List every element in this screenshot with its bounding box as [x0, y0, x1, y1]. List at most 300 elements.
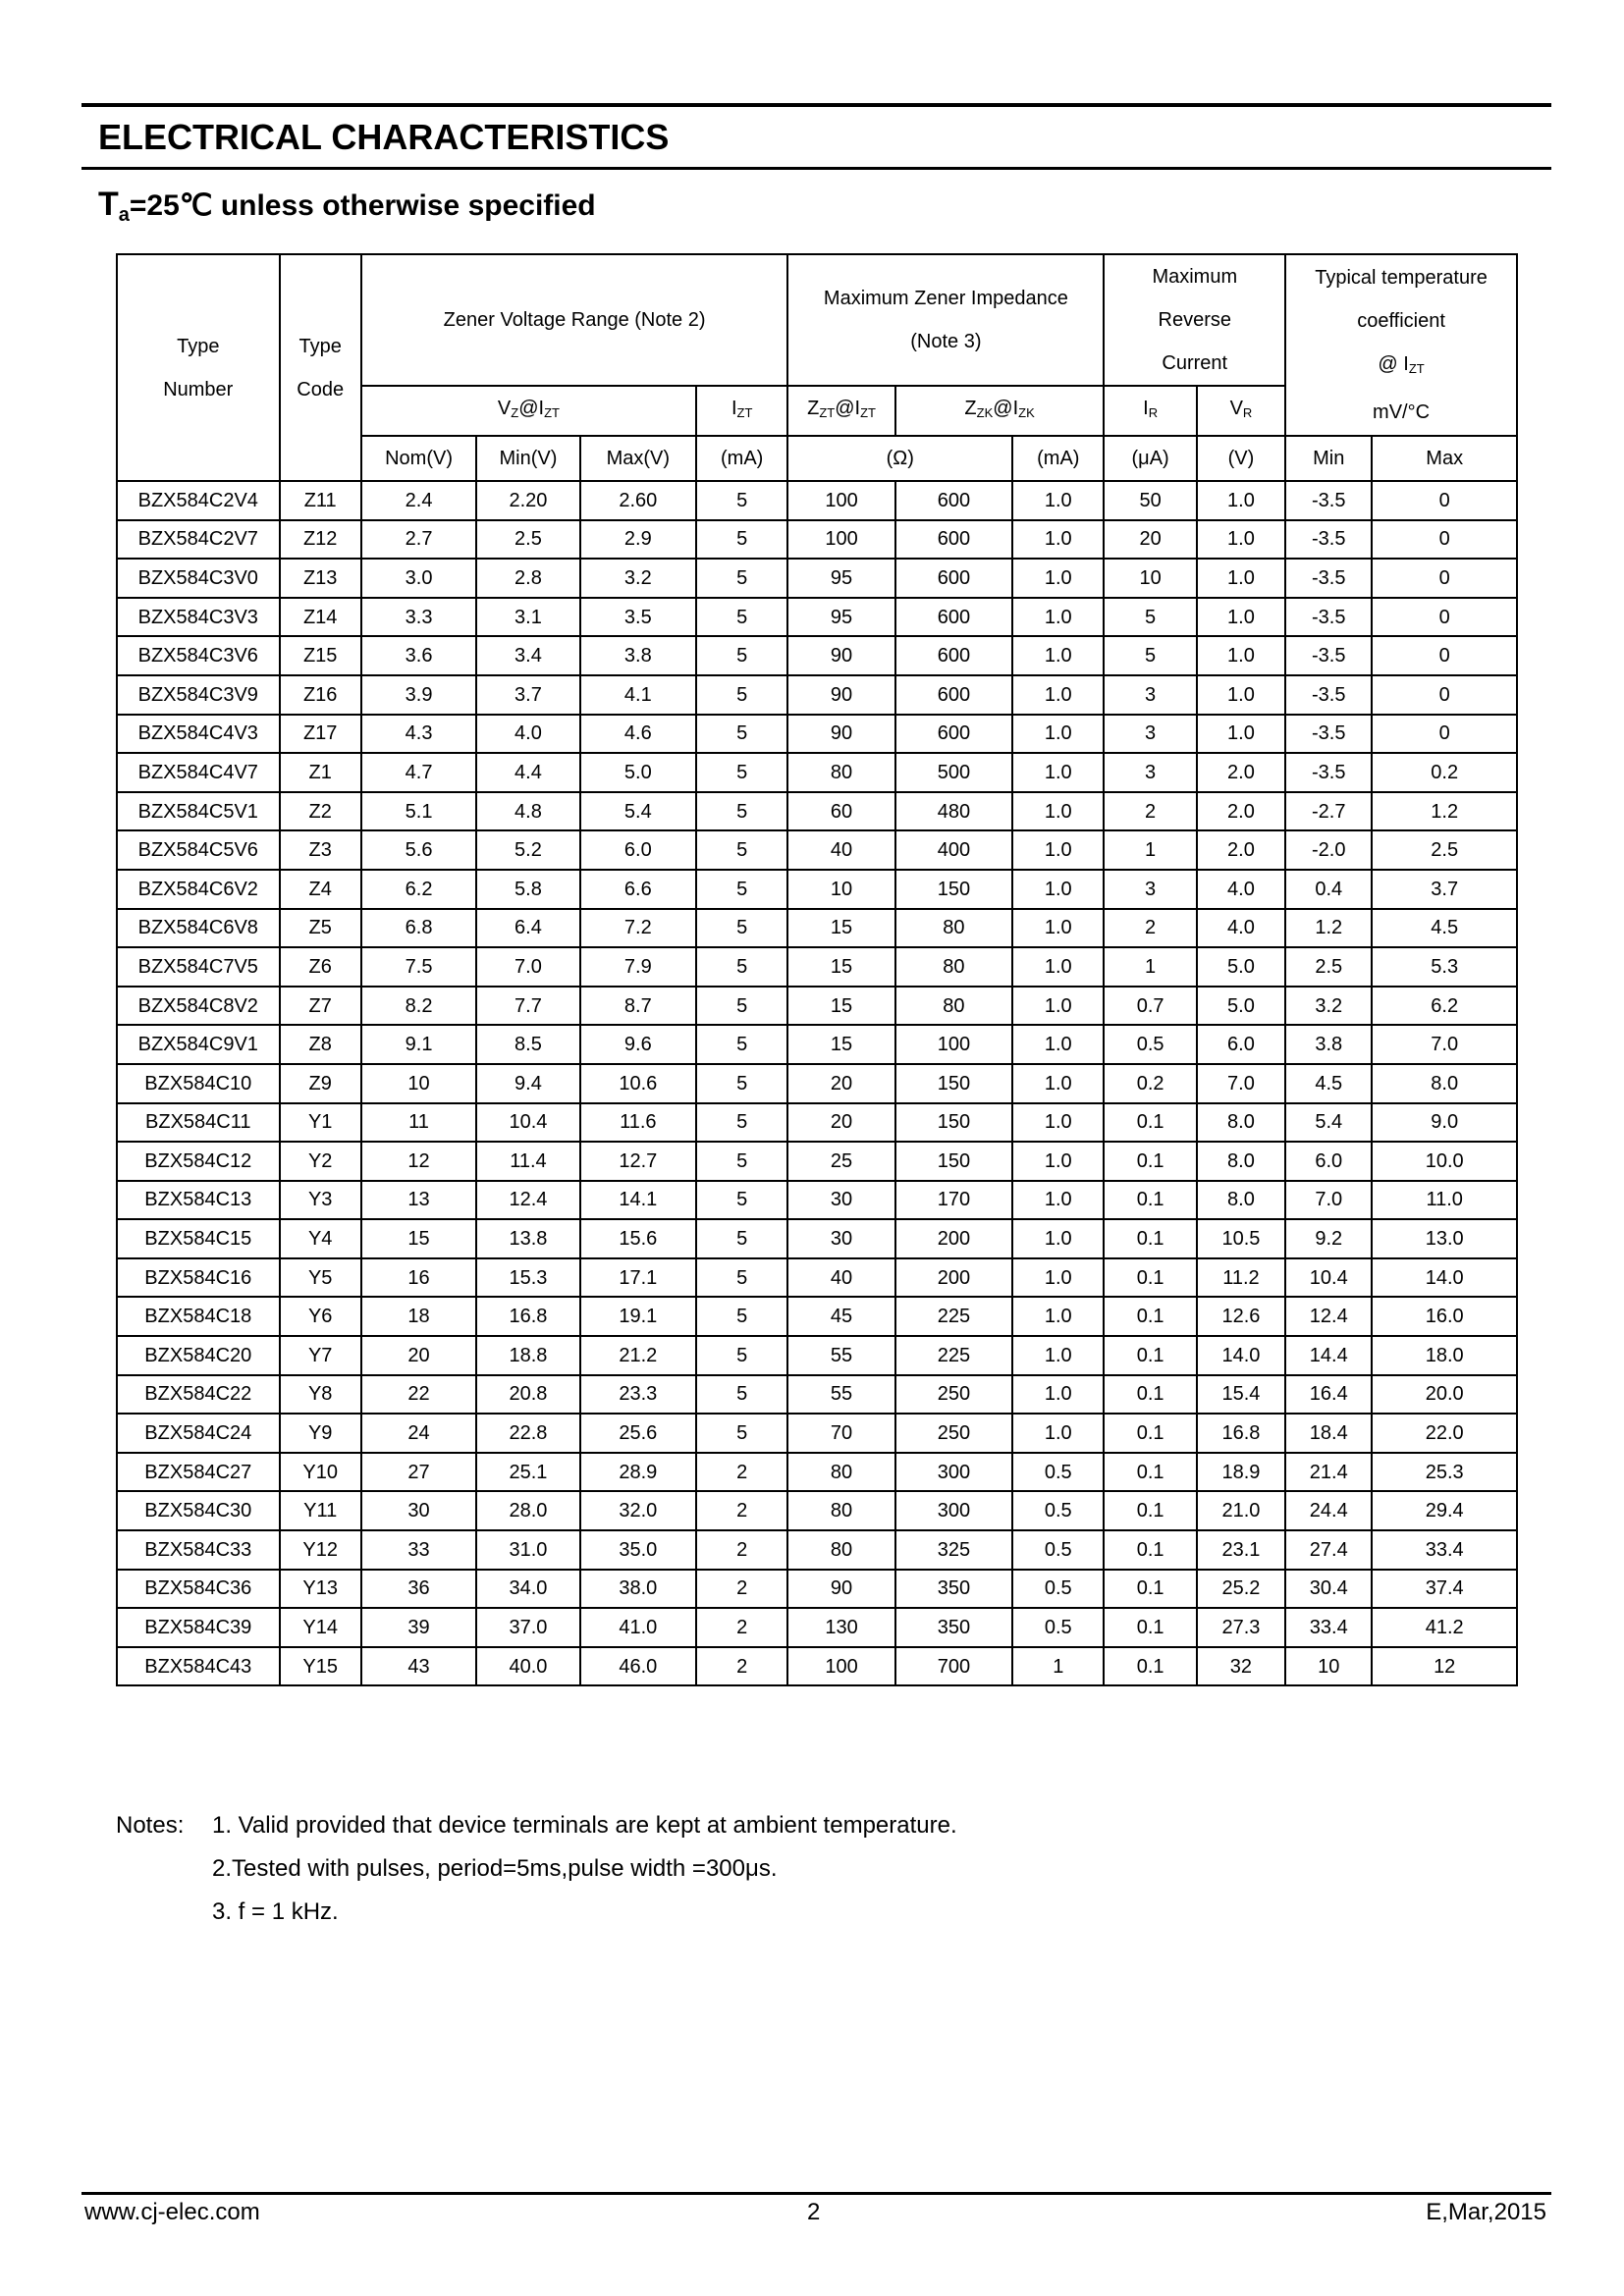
table-cell: 4.1: [580, 675, 696, 715]
table-cell: 43: [361, 1647, 476, 1686]
table-cell: 2.20: [476, 481, 579, 520]
table-row: [117, 1103, 1517, 1143]
table-cell: 5: [696, 675, 787, 715]
header-zzk-at-izk: $Z_{ZK}@I_{ZK}$: [895, 386, 1105, 436]
table-cell: 0: [1372, 559, 1517, 598]
table-cell: 0.5: [1012, 1530, 1104, 1570]
table-cell: 27: [361, 1453, 476, 1492]
table-cell: Z12: [280, 520, 361, 560]
table-row: [117, 1219, 1517, 1258]
table-cell: 2: [696, 1647, 787, 1686]
table-cell: 16.0: [1372, 1297, 1517, 1336]
table-cell: 5: [696, 1219, 787, 1258]
header-temp-coeff-line2: coefficient: [1357, 310, 1445, 332]
table-cell: 3.1: [476, 598, 579, 637]
table-cell: 12.6: [1197, 1297, 1285, 1336]
table-cell: 3.2: [580, 559, 696, 598]
table-cell: 95: [787, 559, 894, 598]
table-cell: 8.0: [1197, 1181, 1285, 1220]
table-cell: 5: [696, 870, 787, 909]
table-cell: 4.6: [580, 715, 696, 754]
table-cell: 5.8: [476, 870, 579, 909]
table-cell: 5.2: [476, 830, 579, 870]
table-cell: 13: [361, 1181, 476, 1220]
table-cell: 0: [1372, 520, 1517, 560]
table-cell: 0: [1372, 481, 1517, 520]
table-cell: 33.4: [1285, 1608, 1372, 1647]
table-cell: 3.7: [476, 675, 579, 715]
table-cell: 13.0: [1372, 1219, 1517, 1258]
table-cell: 6.2: [361, 870, 476, 909]
table-cell: 100: [787, 520, 894, 560]
table-cell: 37.4: [1372, 1570, 1517, 1609]
table-cell: 28.0: [476, 1491, 579, 1530]
table-cell: 0.1: [1104, 1103, 1196, 1143]
table-cell: 0: [1372, 598, 1517, 637]
table-cell: 2: [696, 1608, 787, 1647]
table-cell: 90: [787, 715, 894, 754]
table-cell: 7.0: [476, 947, 579, 987]
table-cell: Y13: [280, 1570, 361, 1609]
table-cell: 5: [1104, 598, 1196, 637]
table-cell: 5.0: [580, 753, 696, 792]
table-cell: 9.1: [361, 1025, 476, 1064]
table-cell: 46.0: [580, 1647, 696, 1686]
table-cell: 5.4: [1285, 1103, 1372, 1143]
table-cell: 12: [1372, 1647, 1517, 1686]
table-cell: 325: [895, 1530, 1012, 1570]
unit-nom-v: Nom(V): [361, 436, 476, 481]
test-condition: [98, 183, 596, 237]
table-cell: 1.0: [1012, 481, 1104, 520]
header-type-number-line1: Type: [177, 335, 220, 357]
table-cell: 1.0: [1197, 598, 1285, 637]
table-cell: Y5: [280, 1258, 361, 1298]
table-cell: 130: [787, 1608, 894, 1647]
table-cell: 1.0: [1012, 1336, 1104, 1375]
table-row: [117, 1414, 1517, 1453]
table-cell: 7.5: [361, 947, 476, 987]
header-ir: $I_R$: [1104, 386, 1196, 436]
table-cell: 1.0: [1012, 909, 1104, 948]
table-cell: 200: [895, 1219, 1012, 1258]
table-cell: 1.0: [1197, 715, 1285, 754]
table-cell: 3.2: [1285, 987, 1372, 1026]
table-cell: 1.0: [1197, 675, 1285, 715]
table-cell: 15: [787, 947, 894, 987]
table-cell: 14.0: [1372, 1258, 1517, 1298]
table-cell: 80: [895, 987, 1012, 1026]
table-cell: 11.6: [580, 1103, 696, 1143]
table-cell: 1.0: [1012, 559, 1104, 598]
table-cell: 10.6: [580, 1064, 696, 1103]
table-cell: 6.0: [1285, 1142, 1372, 1181]
table-cell: 100: [895, 1025, 1012, 1064]
table-cell: 40.0: [476, 1647, 579, 1686]
table-cell: 0.1: [1104, 1647, 1196, 1686]
table-cell: 0.2: [1372, 753, 1517, 792]
table-cell: 5: [696, 830, 787, 870]
table-cell: Y14: [280, 1608, 361, 1647]
table-cell: 5: [696, 559, 787, 598]
table-cell: 80: [787, 1530, 894, 1570]
table-cell: 5.1: [361, 792, 476, 831]
table-cell: 5: [696, 598, 787, 637]
table-cell: -3.5: [1285, 675, 1372, 715]
table-row: [117, 1064, 1517, 1103]
table-cell: 1.0: [1012, 598, 1104, 637]
table-cell: Z5: [280, 909, 361, 948]
table-cell: 3: [1104, 715, 1196, 754]
header-vr: $V_R$: [1197, 386, 1285, 436]
top-rule: [81, 103, 1551, 107]
table-cell: 7.2: [580, 909, 696, 948]
table-cell: 27.3: [1197, 1608, 1285, 1647]
table-cell: 80: [895, 909, 1012, 948]
table-cell: 15.3: [476, 1258, 579, 1298]
table-cell: 18.8: [476, 1336, 579, 1375]
table-cell: 480: [895, 792, 1012, 831]
table-cell: 1: [1104, 947, 1196, 987]
table-cell: 300: [895, 1453, 1012, 1492]
table-cell: 2: [696, 1453, 787, 1492]
table-cell: 28.9: [580, 1453, 696, 1492]
table-cell: 7.0: [1197, 1064, 1285, 1103]
table-cell: 2.60: [580, 481, 696, 520]
table-cell: 25: [787, 1142, 894, 1181]
table-cell: 5: [696, 947, 787, 987]
condition-subscript: a: [118, 204, 130, 226]
table-cell: 14.0: [1197, 1336, 1285, 1375]
table-cell: 11.4: [476, 1142, 579, 1181]
table-cell: BZX584C7V5: [117, 947, 280, 987]
table-cell: 5.4: [580, 792, 696, 831]
table-cell: 2.8: [476, 559, 579, 598]
table-cell: Y3: [280, 1181, 361, 1220]
table-cell: 1.0: [1012, 1181, 1104, 1220]
table-cell: -3.5: [1285, 753, 1372, 792]
table-cell: 23.3: [580, 1375, 696, 1415]
table-cell: Z17: [280, 715, 361, 754]
table-cell: 5: [696, 1375, 787, 1415]
table-row: [117, 715, 1517, 754]
table-cell: 20: [1104, 520, 1196, 560]
table-cell: Y2: [280, 1142, 361, 1181]
unit-ir-ua: (μA): [1104, 436, 1196, 481]
table-cell: Z2: [280, 792, 361, 831]
table-cell: 1.0: [1012, 1103, 1104, 1143]
table-cell: Y12: [280, 1530, 361, 1570]
table-cell: Z8: [280, 1025, 361, 1064]
table-cell: 5: [696, 1103, 787, 1143]
table-cell: 24: [361, 1414, 476, 1453]
table-cell: 225: [895, 1336, 1012, 1375]
table-cell: 20.8: [476, 1375, 579, 1415]
header-max-reverse-line2: Reverse: [1158, 309, 1232, 331]
table-cell: 10.4: [1285, 1258, 1372, 1298]
table-cell: 3.5: [580, 598, 696, 637]
table-cell: 0.5: [1012, 1570, 1104, 1609]
electrical-characteristics-table: [116, 253, 1518, 1686]
table-cell: 3.8: [1285, 1025, 1372, 1064]
header-temp-coefficient: [1285, 254, 1517, 436]
table-cell: 37.0: [476, 1608, 579, 1647]
table-cell: Y4: [280, 1219, 361, 1258]
table-row: [117, 1181, 1517, 1220]
table-cell: 5: [696, 1336, 787, 1375]
unit-coeff-min: Min: [1285, 436, 1372, 481]
table-cell: 200: [895, 1258, 1012, 1298]
table-cell: -3.5: [1285, 481, 1372, 520]
table-cell: Y7: [280, 1336, 361, 1375]
table-cell: 8.0: [1372, 1064, 1517, 1103]
table-cell: Z1: [280, 753, 361, 792]
table-cell: BZX584C24: [117, 1414, 280, 1453]
table-cell: 30: [787, 1219, 894, 1258]
note-row-1: [116, 1804, 957, 1847]
table-cell: 31.0: [476, 1530, 579, 1570]
header-type-number: [117, 254, 280, 481]
unit-izt-ma: (mA): [696, 436, 787, 481]
table-cell: 1.0: [1012, 753, 1104, 792]
table-cell: 700: [895, 1647, 1012, 1686]
table-cell: 5: [696, 1181, 787, 1220]
table-cell: 150: [895, 870, 1012, 909]
table-cell: 10: [1285, 1647, 1372, 1686]
header-type-code-line1: Type: [298, 335, 342, 357]
table-cell: 80: [787, 1453, 894, 1492]
table-cell: 12: [361, 1142, 476, 1181]
table-cell: -3.5: [1285, 520, 1372, 560]
table-cell: 5.0: [1197, 987, 1285, 1026]
table-cell: 15: [361, 1219, 476, 1258]
table-cell: BZX584C6V8: [117, 909, 280, 948]
table-cell: BZX584C3V9: [117, 675, 280, 715]
table-cell: 70: [787, 1414, 894, 1453]
table-cell: BZX584C43: [117, 1647, 280, 1686]
table-cell: BZX584C9V1: [117, 1025, 280, 1064]
table-cell: 7.0: [1372, 1025, 1517, 1064]
table-cell: 350: [895, 1608, 1012, 1647]
table-cell: 16.8: [1197, 1414, 1285, 1453]
table-cell: 20: [787, 1103, 894, 1143]
table-cell: 0.1: [1104, 1336, 1196, 1375]
table-cell: 5: [696, 715, 787, 754]
table-cell: 9.6: [580, 1025, 696, 1064]
table-cell: 1.0: [1012, 636, 1104, 675]
table-cell: 1.0: [1197, 559, 1285, 598]
table-cell: 11: [361, 1103, 476, 1143]
header-max-reverse-line1: Maximum: [1152, 266, 1238, 288]
table-cell: BZX584C3V6: [117, 636, 280, 675]
table-row: [117, 753, 1517, 792]
table-cell: Z13: [280, 559, 361, 598]
table-row: [117, 675, 1517, 715]
table-cell: 1.0: [1012, 1142, 1104, 1181]
table-cell: 170: [895, 1181, 1012, 1220]
table-cell: 25.6: [580, 1414, 696, 1453]
table-cell: 30: [361, 1491, 476, 1530]
table-cell: 150: [895, 1142, 1012, 1181]
table-cell: 600: [895, 636, 1012, 675]
header-zzt-at-izt: $Z_{ZT}@I_{ZT}$: [787, 386, 894, 436]
table-row: [117, 1258, 1517, 1298]
table-cell: Z3: [280, 830, 361, 870]
table-cell: 5.0: [1197, 947, 1285, 987]
table-cell: 0.1: [1104, 1297, 1196, 1336]
table-row: [117, 1025, 1517, 1064]
footer-rule: [81, 2192, 1551, 2195]
table-cell: 10.4: [476, 1103, 579, 1143]
table-cell: 34.0: [476, 1570, 579, 1609]
table-cell: 600: [895, 715, 1012, 754]
table-cell: 0.5: [1012, 1608, 1104, 1647]
table-cell: 35.0: [580, 1530, 696, 1570]
table-cell: 1.0: [1012, 870, 1104, 909]
table-cell: 500: [895, 753, 1012, 792]
table-cell: 6.2: [1372, 987, 1517, 1026]
table-cell: BZX584C5V6: [117, 830, 280, 870]
table-cell: 0.1: [1104, 1181, 1196, 1220]
table-row: [117, 1297, 1517, 1336]
table-cell: -3.5: [1285, 636, 1372, 675]
table-cell: 18.4: [1285, 1414, 1372, 1453]
condition-text: =25℃ unless otherwise specified: [129, 189, 596, 222]
table-cell: 2: [696, 1570, 787, 1609]
table-cell: BZX584C12: [117, 1142, 280, 1181]
table-row: [117, 1530, 1517, 1570]
table-cell: Z4: [280, 870, 361, 909]
table-cell: 0.7: [1104, 987, 1196, 1026]
table-cell: 5: [1104, 636, 1196, 675]
table-cell: 80: [787, 753, 894, 792]
table-cell: 1.0: [1012, 1025, 1104, 1064]
table-cell: 0: [1372, 715, 1517, 754]
note-row-3: [116, 1891, 957, 1934]
table-cell: 1.0: [1197, 636, 1285, 675]
table-cell: 10: [1104, 559, 1196, 598]
table-cell: 1.0: [1012, 520, 1104, 560]
table-cell: BZX584C4V3: [117, 715, 280, 754]
table-cell: 5: [696, 1064, 787, 1103]
table-cell: 12.4: [476, 1181, 579, 1220]
table-cell: BZX584C2V4: [117, 481, 280, 520]
table-cell: 55: [787, 1336, 894, 1375]
table-cell: 17.1: [580, 1258, 696, 1298]
table-cell: 22.0: [1372, 1414, 1517, 1453]
table-cell: 16.8: [476, 1297, 579, 1336]
table-cell: 33.4: [1372, 1530, 1517, 1570]
table-cell: Y11: [280, 1491, 361, 1530]
table-cell: 41.0: [580, 1608, 696, 1647]
table-cell: BZX584C13: [117, 1181, 280, 1220]
header-temp-coeff-line1: Typical temperature: [1315, 267, 1488, 289]
table-body: [117, 481, 1517, 1685]
table-cell: 6.4: [476, 909, 579, 948]
table-cell: 60: [787, 792, 894, 831]
table-cell: 1.0: [1012, 792, 1104, 831]
table-cell: Z16: [280, 675, 361, 715]
table-cell: 15: [787, 987, 894, 1026]
table-cell: 1.2: [1285, 909, 1372, 948]
table-cell: 55: [787, 1375, 894, 1415]
table-cell: 4.8: [476, 792, 579, 831]
header-zener-voltage-range: Zener Voltage Range (Note 2): [361, 254, 788, 386]
table-cell: 2.4: [361, 481, 476, 520]
page-title: ELECTRICAL CHARACTERISTICS: [98, 117, 670, 157]
table-cell: 0.1: [1104, 1570, 1196, 1609]
table-row: [117, 1491, 1517, 1530]
table-cell: 12.7: [580, 1142, 696, 1181]
table-row: [117, 1570, 1517, 1609]
table-cell: 22.8: [476, 1414, 579, 1453]
table-cell: BZX584C18: [117, 1297, 280, 1336]
table-cell: 7.9: [580, 947, 696, 987]
table-cell: BZX584C11: [117, 1103, 280, 1143]
table-cell: 0: [1372, 675, 1517, 715]
table-cell: 16.4: [1285, 1375, 1372, 1415]
table-cell: 20: [361, 1336, 476, 1375]
table-cell: BZX584C16: [117, 1258, 280, 1298]
table-cell: 1.0: [1012, 1297, 1104, 1336]
table-cell: BZX584C3V0: [117, 559, 280, 598]
table-cell: Z11: [280, 481, 361, 520]
table-cell: 20.0: [1372, 1375, 1517, 1415]
table-cell: 4.0: [1197, 909, 1285, 948]
table-cell: 36: [361, 1570, 476, 1609]
table-cell: 1.0: [1012, 1219, 1104, 1258]
table-cell: -3.5: [1285, 598, 1372, 637]
table-cell: 30.4: [1285, 1570, 1372, 1609]
footer-revision: E,Mar,2015: [1426, 2199, 1546, 2225]
table-cell: 10: [787, 870, 894, 909]
table-cell: 0.1: [1104, 1258, 1196, 1298]
table-cell: 1.0: [1012, 1064, 1104, 1103]
table-cell: -3.5: [1285, 559, 1372, 598]
table-cell: 11.0: [1372, 1181, 1517, 1220]
table-cell: 225: [895, 1297, 1012, 1336]
table-cell: Y1: [280, 1103, 361, 1143]
table-cell: BZX584C36: [117, 1570, 280, 1609]
table-cell: 25.1: [476, 1453, 579, 1492]
table-cell: 16: [361, 1258, 476, 1298]
table-cell: 400: [895, 830, 1012, 870]
condition-symbol: T: [98, 186, 119, 223]
table-cell: 0.5: [1104, 1025, 1196, 1064]
table-cell: 2.7: [361, 520, 476, 560]
table-cell: 2.5: [1285, 947, 1372, 987]
table-cell: 8.0: [1197, 1103, 1285, 1143]
table-cell: 600: [895, 598, 1012, 637]
table-cell: BZX584C5V1: [117, 792, 280, 831]
table-cell: 0.1: [1104, 1491, 1196, 1530]
table-cell: BZX584C30: [117, 1491, 280, 1530]
table-cell: 5: [696, 909, 787, 948]
header-max-zener-impedance: [787, 254, 1104, 386]
table-cell: 11.2: [1197, 1258, 1285, 1298]
unit-coeff-max: Max: [1372, 436, 1517, 481]
table-cell: 350: [895, 1570, 1012, 1609]
table-cell: 32: [1197, 1647, 1285, 1686]
table-cell: 29.4: [1372, 1491, 1517, 1530]
table-cell: 39: [361, 1608, 476, 1647]
table-cell: 1: [1104, 830, 1196, 870]
table-cell: 21.2: [580, 1336, 696, 1375]
table-cell: 3.3: [361, 598, 476, 637]
table-cell: BZX584C39: [117, 1608, 280, 1647]
table-cell: 4.0: [1197, 870, 1285, 909]
table-cell: Y10: [280, 1453, 361, 1492]
